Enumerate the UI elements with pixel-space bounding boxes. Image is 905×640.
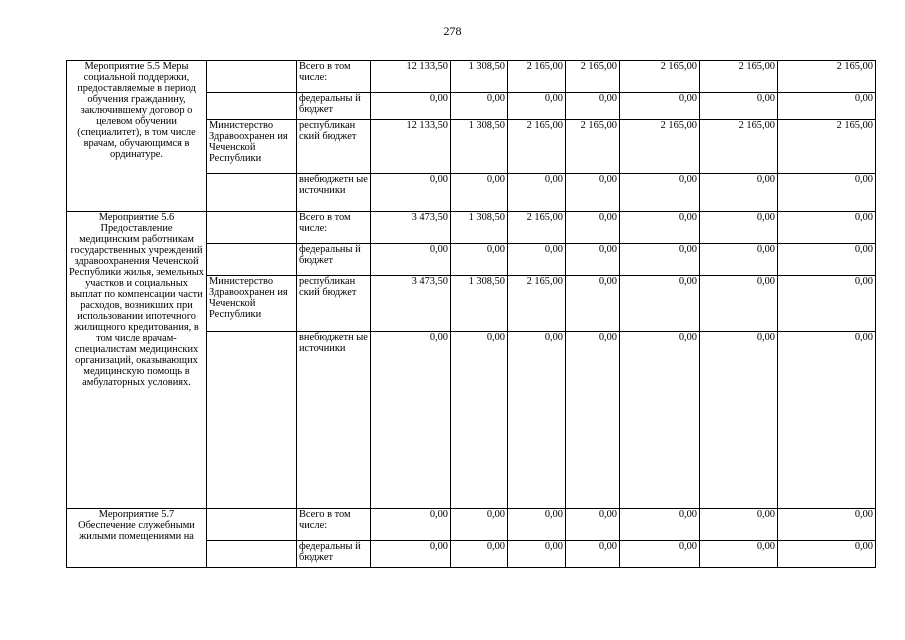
value-cell: 3 473,50 [371, 276, 451, 332]
executor-cell-empty [207, 332, 297, 509]
executor-cell: Министерство Здравоохранен ия Чеченской Республики [207, 276, 297, 332]
value-cell: 2 165,00 [700, 120, 778, 174]
value-cell: 1 308,50 [451, 212, 508, 244]
value-cell: 0,00 [371, 332, 451, 509]
value-cell: 0,00 [778, 212, 876, 244]
value-cell: 0,00 [451, 332, 508, 509]
value-cell: 0,00 [700, 332, 778, 509]
value-cell: 2 165,00 [778, 61, 876, 93]
measure-cell: Мероприятие 5.7 Обеспечение служебными жилыми помещениями на [67, 509, 207, 568]
value-cell: 0,00 [620, 332, 700, 509]
measure-cell: Мероприятие 5.6 Предоставление медицинским работникам государственных учреждений здравоохранения Чеченской Республики жилья, земельных участков и социальных выплат по компенсации части расходов, возникших при использовании ипотечного жилищного кредитования, в том числе врачам-специалистам медицинских организаций, оказывающих медицинскую помощь в амбулаторных условиях. [67, 212, 207, 509]
source-cell: федеральны й бюджет [297, 541, 371, 568]
source-cell: Всего в том числе: [297, 61, 371, 93]
value-cell: 0,00 [700, 212, 778, 244]
value-cell: 0,00 [566, 276, 620, 332]
value-cell: 0,00 [778, 93, 876, 120]
value-cell: 0,00 [451, 244, 508, 276]
value-cell: 0,00 [451, 93, 508, 120]
value-cell: 0,00 [700, 541, 778, 568]
value-cell: 0,00 [508, 332, 566, 509]
source-cell: Всего в том числе: [297, 509, 371, 541]
value-cell: 2 165,00 [620, 120, 700, 174]
value-cell: 0,00 [371, 244, 451, 276]
value-cell: 0,00 [451, 509, 508, 541]
value-cell: 3 473,50 [371, 212, 451, 244]
value-cell: 0,00 [620, 276, 700, 332]
source-cell: федеральны й бюджет [297, 93, 371, 120]
value-cell: 2 165,00 [778, 120, 876, 174]
value-cell: 2 165,00 [566, 61, 620, 93]
executor-cell: Министерство Здравоохранен ия Чеченской Республики [207, 120, 297, 174]
table-row [67, 61, 876, 93]
value-cell: 0,00 [700, 276, 778, 332]
executor-cell-empty [207, 509, 297, 541]
value-cell: 12 133,50 [371, 61, 451, 93]
source-cell: внебюджетн ые источники [297, 332, 371, 509]
value-cell: 0,00 [371, 93, 451, 120]
value-cell: 2 165,00 [508, 212, 566, 244]
measure-cell: Мероприятие 5.5 Меры социальной поддержки, предоставляемые в период обучения гражданину, заключившему договор о целевом обучении (специалитет), в том числе врачам, обучающимся в ординатуре. [67, 61, 207, 212]
value-cell: 0,00 [700, 174, 778, 212]
executor-cell-empty [207, 244, 297, 276]
value-cell: 2 165,00 [508, 276, 566, 332]
value-cell: 1 308,50 [451, 276, 508, 332]
value-cell: 0,00 [371, 541, 451, 568]
value-cell: 2 165,00 [508, 61, 566, 93]
source-cell: республикан ский бюджет [297, 276, 371, 332]
executor-cell-empty [207, 174, 297, 212]
value-cell: 0,00 [700, 509, 778, 541]
value-cell: 0,00 [566, 509, 620, 541]
table-row [67, 212, 876, 244]
value-cell: 0,00 [508, 244, 566, 276]
value-cell: 2 165,00 [566, 120, 620, 174]
value-cell: 2 165,00 [700, 61, 778, 93]
value-cell: 0,00 [566, 93, 620, 120]
value-cell: 0,00 [778, 541, 876, 568]
value-cell: 0,00 [778, 332, 876, 509]
value-cell: 0,00 [620, 174, 700, 212]
executor-cell-empty [207, 541, 297, 568]
value-cell: 0,00 [620, 93, 700, 120]
value-cell: 0,00 [700, 93, 778, 120]
value-cell: 0,00 [778, 174, 876, 212]
value-cell: 0,00 [620, 244, 700, 276]
value-cell: 2 165,00 [620, 61, 700, 93]
value-cell: 0,00 [371, 174, 451, 212]
value-cell: 0,00 [508, 541, 566, 568]
value-cell: 0,00 [566, 541, 620, 568]
page-number: 278 [443, 24, 462, 38]
value-cell: 0,00 [566, 212, 620, 244]
value-cell: 0,00 [566, 244, 620, 276]
executor-cell-empty [207, 61, 297, 93]
value-cell: 0,00 [451, 174, 508, 212]
value-cell: 2 165,00 [508, 120, 566, 174]
value-cell: 0,00 [700, 244, 778, 276]
value-cell: 0,00 [620, 212, 700, 244]
value-cell: 0,00 [508, 509, 566, 541]
value-cell: 0,00 [371, 509, 451, 541]
source-cell: Всего в том числе: [297, 212, 371, 244]
value-cell: 1 308,50 [451, 120, 508, 174]
value-cell: 0,00 [451, 541, 508, 568]
value-cell: 1 308,50 [451, 61, 508, 93]
executor-cell-empty [207, 93, 297, 120]
source-cell: республикан ский бюджет [297, 120, 371, 174]
value-cell: 0,00 [778, 276, 876, 332]
budget-table [66, 60, 876, 568]
value-cell: 0,00 [508, 93, 566, 120]
value-cell: 0,00 [566, 332, 620, 509]
value-cell: 0,00 [620, 541, 700, 568]
value-cell: 0,00 [620, 509, 700, 541]
value-cell: 12 133,50 [371, 120, 451, 174]
executor-cell-empty [207, 212, 297, 244]
value-cell: 0,00 [566, 174, 620, 212]
source-cell: федеральны й бюджет [297, 244, 371, 276]
table-row [67, 509, 876, 541]
value-cell: 0,00 [778, 509, 876, 541]
source-cell: внебюджетн ые источники [297, 174, 371, 212]
value-cell: 0,00 [508, 174, 566, 212]
value-cell: 0,00 [778, 244, 876, 276]
